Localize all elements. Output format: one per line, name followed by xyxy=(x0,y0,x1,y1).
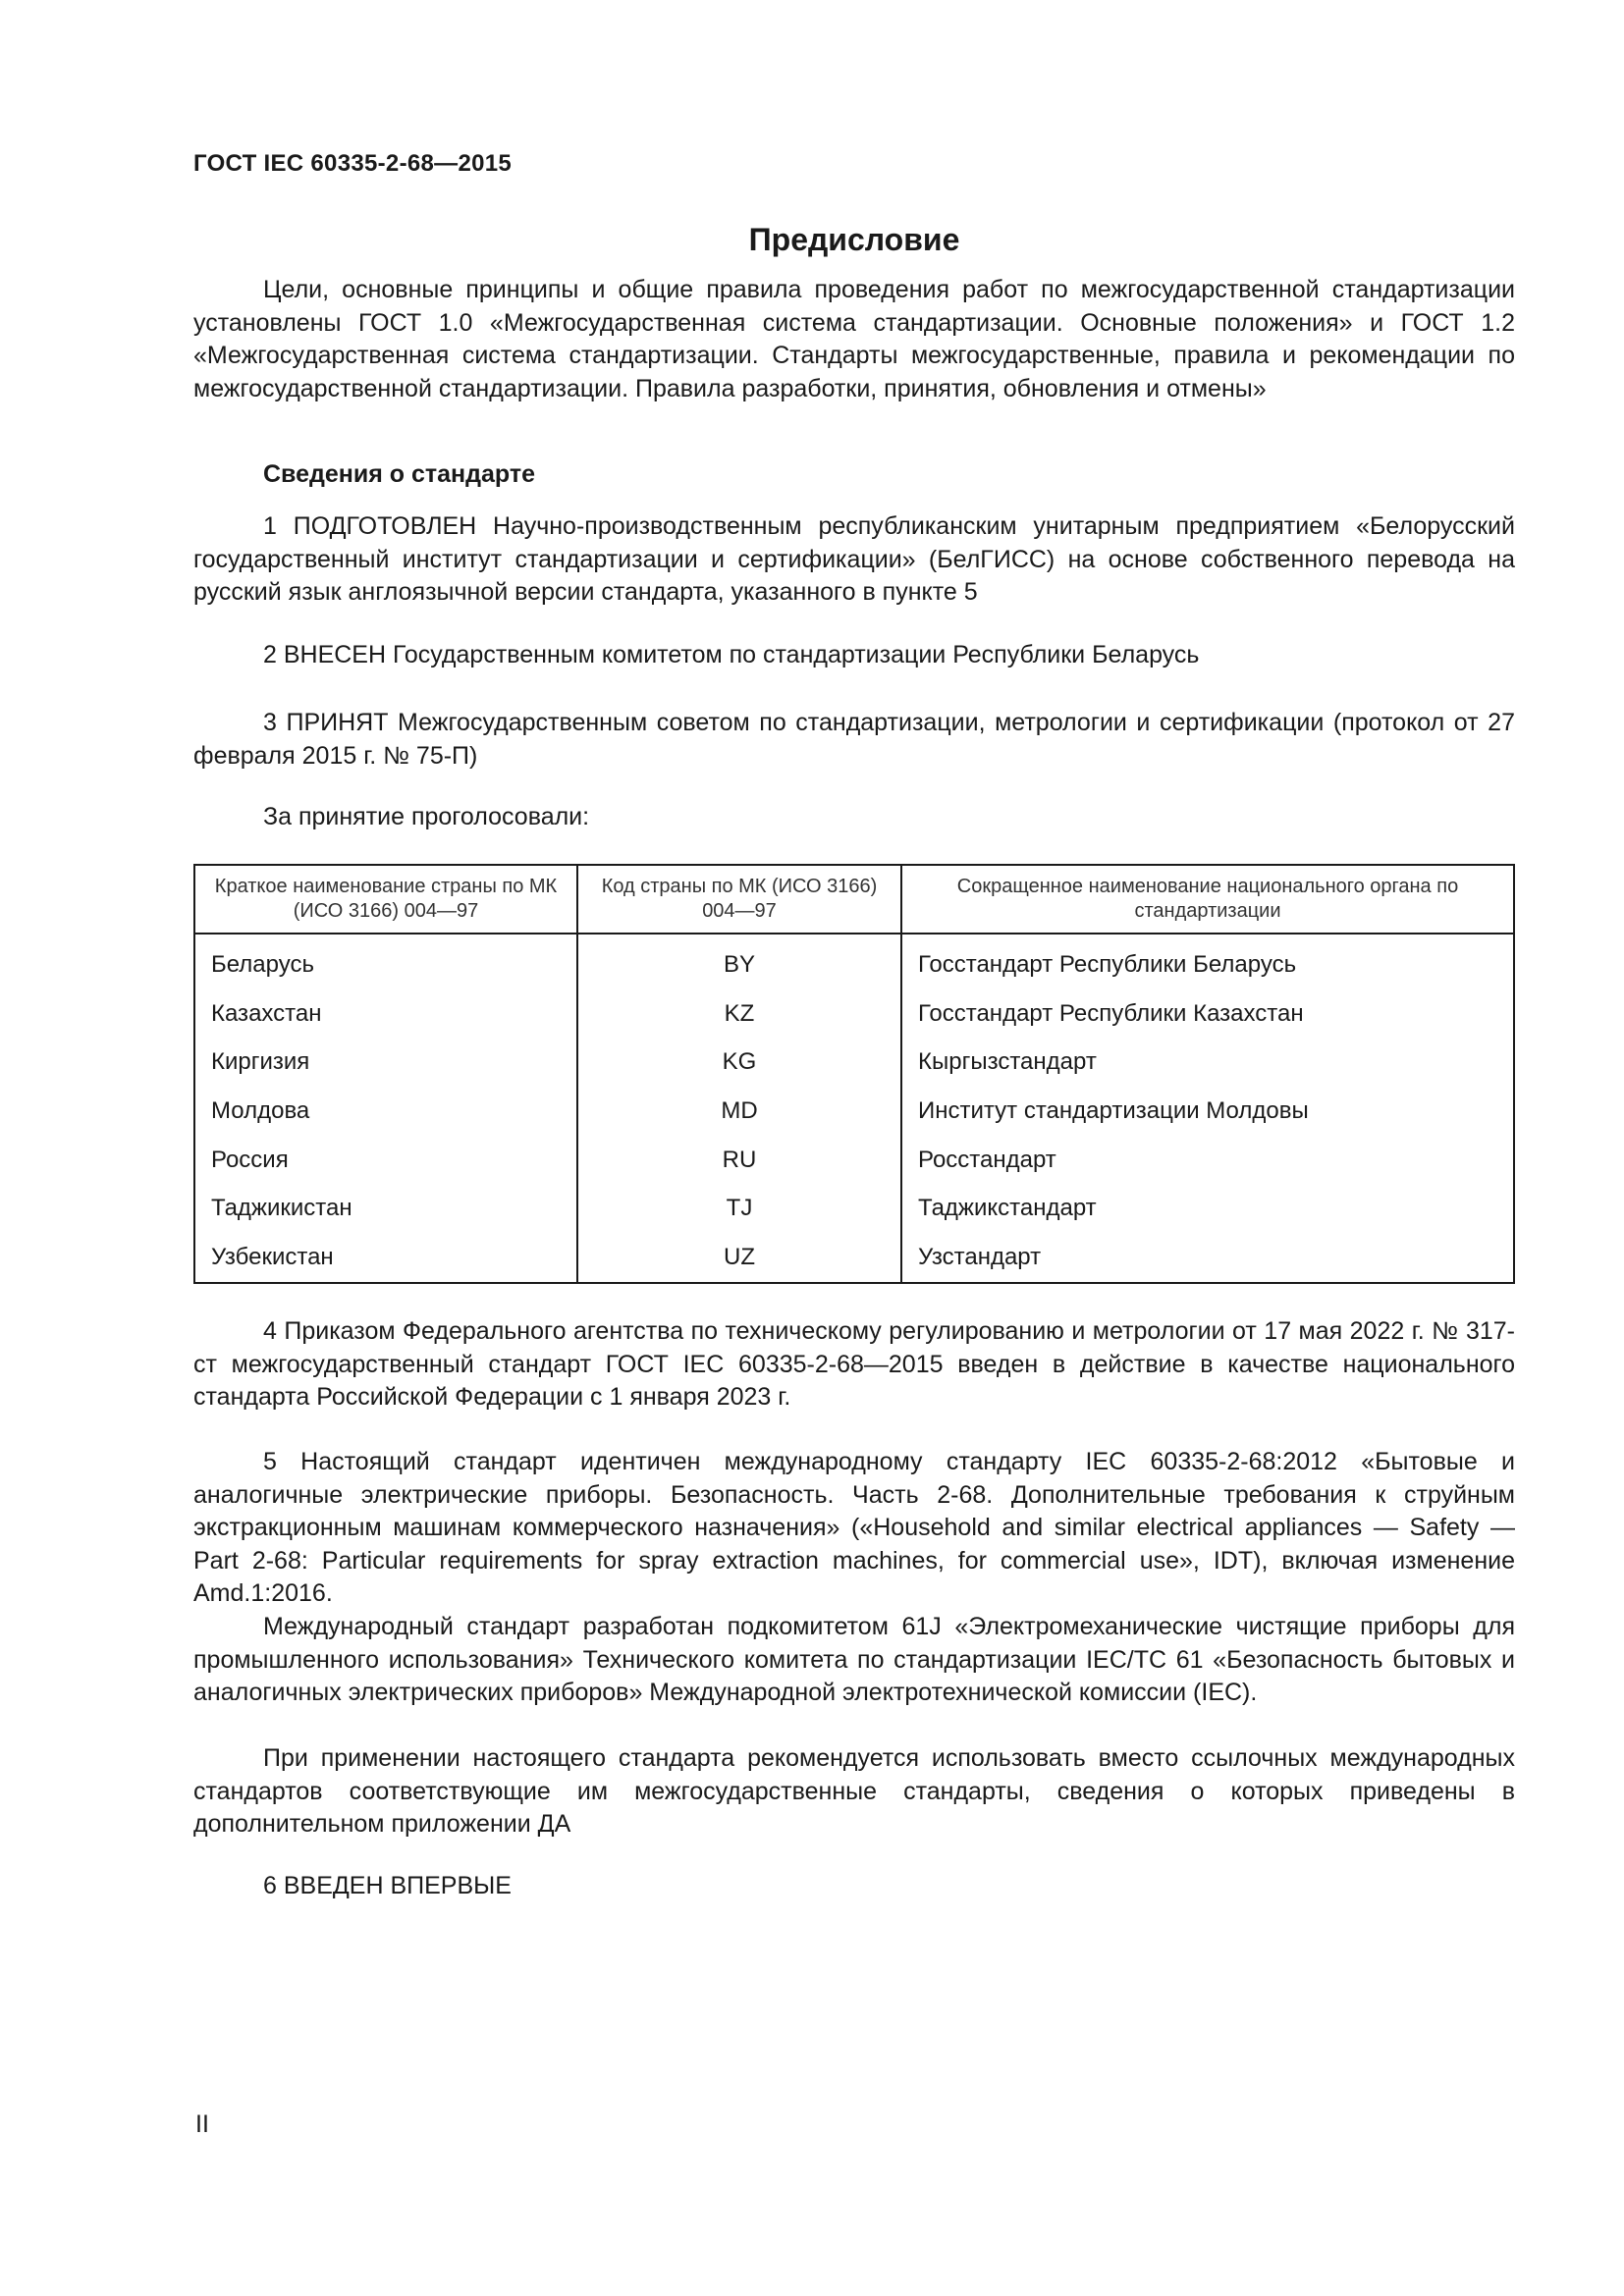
page-number: II xyxy=(195,2110,209,2138)
document-header: ГОСТ IEC 60335-2-68—2015 xyxy=(193,150,513,177)
table-row xyxy=(194,934,1514,989)
body-cell: Таджикстандарт xyxy=(901,1184,1514,1233)
item-5-paragraph-2: Международный стандарт разработан подкомитетом 61J «Электромеханические чистящие приборы для промышленного использования» Технического комитета по стандартизации IEC/TC 61 «Безопасность бытовых и аналогичных электрических приборов» Международной электротехнической комиссии (IEC). xyxy=(193,1613,1515,1706)
country-cell: Таджикистан xyxy=(194,1184,577,1233)
code-cell: BY xyxy=(577,934,901,989)
country-cell: Узбекистан xyxy=(194,1233,577,1283)
body-cell: Росстандарт xyxy=(901,1136,1514,1185)
table-row xyxy=(194,1233,1514,1283)
item-6-paragraph: 6 ВВЕДЕН ВПЕРВЫЕ xyxy=(263,1872,512,1899)
body-cell: Узстандарт xyxy=(901,1233,1514,1283)
table-row xyxy=(194,1087,1514,1136)
item-5-paragraph: 5 Настоящий стандарт идентичен международному стандарту IEC 60335-2-68:2012 «Бытовые и аналогичные электрические приборы. Безопасность. Часть 2-68. Дополнительные требования к струйным экстракционным машинам коммерческого назначения» («Household and similar electrical appliances — Safety — Part 2-68: Particular requirements for spray extraction machines, for commercial use», IDT), включая изменение Amd.1:2016. xyxy=(193,1448,1515,1607)
country-cell: Киргизия xyxy=(194,1038,577,1087)
code-cell: RU xyxy=(577,1136,901,1185)
intro-paragraph: Цели, основные принципы и общие правила проведения работ по межгосударственной стандартизации установлены ГОСТ 1.0 «Межгосударственная система стандартизации. Основные положения» и ГОСТ 1.2 «Межгосударственная система стандартизации. Стандарты межгосударственные, правила и рекомендации по межгосударственной стандартизации. Правила разработки, принятия, обновления и отмены» xyxy=(193,276,1515,402)
table-row xyxy=(194,1038,1514,1087)
section-subheading: Сведения о стандарте xyxy=(263,460,536,488)
item-3-paragraph: 3 ПРИНЯТ Межгосударственным советом по стандартизации, метрологии и сертификации (протокол от 27 февраля 2015 г. № 75-П) xyxy=(193,709,1515,770)
header-country: Краткое наименование страны по МК (ИСО 3166) 004—97 xyxy=(194,865,577,934)
country-cell: Казахстан xyxy=(194,989,577,1039)
item-4-paragraph: 4 Приказом Федерального агентства по техническому регулированию и метрологии от 17 мая 2022 г. № 317-ст межгосударственный стандарт ГОСТ IEC 60335-2-68—2015 введен в действие в качестве национального стандарта Российской Федерации с 1 января 2023 г. xyxy=(193,1317,1515,1411)
body-cell: Кыргызстандарт xyxy=(901,1038,1514,1087)
country-cell: Россия xyxy=(194,1136,577,1185)
table-row xyxy=(194,1184,1514,1233)
body-cell: Институт стандартизации Молдовы xyxy=(901,1087,1514,1136)
page-title: Предисловие xyxy=(748,222,960,257)
body-cell: Госстандарт Республики Беларусь xyxy=(901,934,1514,989)
body-cell: Госстандарт Республики Казахстан xyxy=(901,989,1514,1039)
country-cell: Молдова xyxy=(194,1087,577,1136)
voted-label: За принятие проголосовали: xyxy=(263,803,590,830)
header-code: Код страны по МК (ИСО 3166) 004—97 xyxy=(577,865,901,934)
item-5-paragraph-3: При применении настоящего стандарта рекомендуется использовать вместо ссылочных международных стандартов соответствующие им межгосударственные стандарты, сведения о которых приведены в дополнительном приложении ДА xyxy=(193,1744,1515,1838)
code-cell: UZ xyxy=(577,1233,901,1283)
voting-table xyxy=(193,864,1515,1284)
item-1-paragraph: 1 ПОДГОТОВЛЕН Научно-производственным республиканским унитарным предприятием «Белорусский государственный институт стандартизации и сертификации» (БелГИСС) на основе собственного перевода на русский язык англоязычной версии стандарта, указанного в пункте 5 xyxy=(193,512,1515,606)
table-header-row xyxy=(194,865,1514,934)
table-row xyxy=(194,1136,1514,1185)
code-cell: TJ xyxy=(577,1184,901,1233)
code-cell: MD xyxy=(577,1087,901,1136)
header-body: Сокращенное наименование национального органа по стандартизации xyxy=(901,865,1514,934)
country-cell: Беларусь xyxy=(194,934,577,989)
item-2-paragraph: 2 ВНЕСЕН Государственным комитетом по стандартизации Республики Беларусь xyxy=(263,641,1200,668)
code-cell: KG xyxy=(577,1038,901,1087)
table-row xyxy=(194,989,1514,1039)
code-cell: KZ xyxy=(577,989,901,1039)
